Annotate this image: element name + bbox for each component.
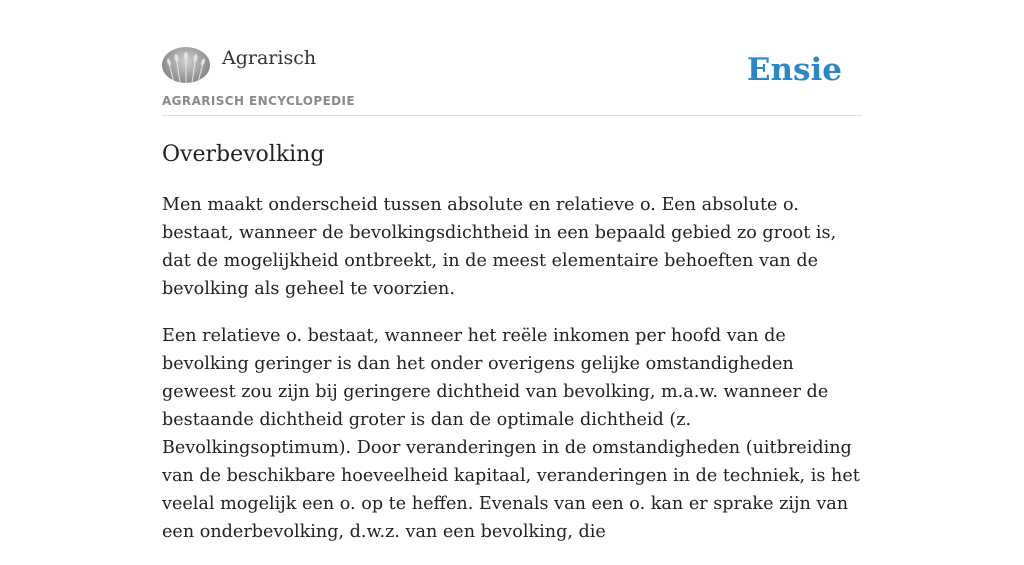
content-container bbox=[162, 0, 862, 565]
article-paragraph: Een relatieve o. bestaat, wanneer het reële inkomen per hoofd van de bevolking geringer is dan het onder overigens gelijke omstandigheden geweest zou zijn bij geringere dichtheid van bevolking, m.a.w. wanneer de bestaande dichtheid groter is dan de optimale dichtheid (z. Bevolkingsoptimum). Door veranderingen in de omstandigheden (uitbreiding van de beschikbare hoeveelheid kapitaal, veranderingen in de techniek, is het veelal mogelijk een o. op te heffen. Evenals van een o. kan er sprake zijn van een onderbevolking, d.w.z. van een bevolking, die bbox=[162, 326, 860, 542]
brand-logo-link[interactable]: Ensie bbox=[746, 52, 842, 88]
wheat-illustration bbox=[162, 47, 210, 83]
wheat-icon[interactable] bbox=[162, 47, 210, 83]
source-name[interactable]: Agrarisch bbox=[222, 47, 317, 69]
source-subtitle: AGRARISCH ENCYCLOPEDIE bbox=[162, 94, 355, 108]
header bbox=[162, 0, 862, 116]
article-title: Overbevolking bbox=[162, 142, 325, 167]
article-body bbox=[162, 191, 862, 546]
article-paragraph: Men maakt onderscheid tussen absolute en relatieve o. Een absolute o. bestaat, wanneer de bevolkingsdichtheid in een bepaald gebied zo groot is, dat de mogelijkheid ontbreekt, in de meest elementaire behoeften van de bevolking als geheel te voorzien. bbox=[162, 195, 837, 299]
